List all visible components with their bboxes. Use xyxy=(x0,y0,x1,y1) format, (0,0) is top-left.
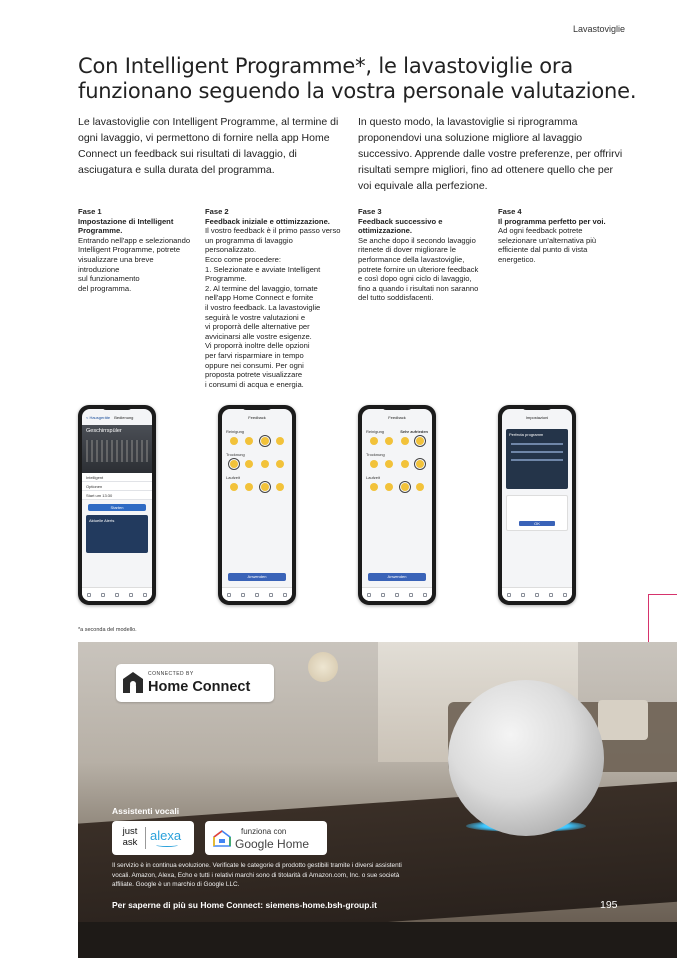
rating-label xyxy=(362,425,432,434)
accent-rule-horizontal xyxy=(648,594,677,595)
app-header xyxy=(82,409,152,425)
app-tab-bar xyxy=(82,587,152,601)
tab-icon xyxy=(101,593,105,597)
face-icon xyxy=(245,460,253,468)
app-header: Feedback xyxy=(248,415,266,420)
face-icon xyxy=(370,460,378,468)
face-icon xyxy=(370,483,378,491)
tab-icon xyxy=(87,593,91,597)
page-number: 195 xyxy=(600,899,618,911)
home-connect-wordmark: Home Connect xyxy=(148,679,251,695)
apply-button: Anwenden xyxy=(228,573,286,581)
hero-title: Geschirrspüler xyxy=(86,428,122,434)
phase-body: Il vostro feedback è il primo passo verso un programma di lavaggio personalizzato. Ecco come procedere: 1. Selezionate e avviate Intelligent Programme. 2. Al termine del lavaggio, tornate nell'app Home Connect e fornite il vostro feedback. La lavastoviglie seguirà le vostre valutazioni e vi proporrà delle alternative per avvicinarsi alle vostre esigenze. Vi proporrà inoltre delle opzioni per farvi risparmiare in tempo oppure nei consumi. Per ogni proposta potrete visualizzare i consumi di acqua e energia. xyxy=(205,226,341,389)
rating-label: Laufzeit xyxy=(226,475,241,480)
phone-notch xyxy=(102,405,132,410)
rating-row xyxy=(222,434,292,448)
phase-number: Fase 4 xyxy=(498,207,522,216)
trademark-disclaimer: Il servizio è in continua evoluzione. Verificate le categorie di prodotto gestibili tramite i diversi assistenti vocali. Amazon, Alexa, Echo e tutti i relativi marchi sono di titolarità di Amazon.com, Inc. o sue società affiliate. Google è un marchio di Google LLC. xyxy=(112,862,402,888)
rating-label: Trocknung xyxy=(366,452,385,457)
app-tab-bar xyxy=(362,587,432,601)
dialog-ok-button: OK xyxy=(519,521,555,526)
face-icon xyxy=(245,437,253,445)
tab-icon xyxy=(381,593,385,597)
rating-row xyxy=(222,480,292,494)
program-card xyxy=(506,429,568,489)
rating-label: Trocknung xyxy=(226,452,245,457)
phase-title: Feedback iniziale e ottimizzazione. xyxy=(205,216,330,226)
tab-icon xyxy=(283,593,287,597)
phone-notch xyxy=(522,405,552,410)
google-home-badge xyxy=(205,821,327,855)
face-icon xyxy=(276,437,284,445)
tab-icon xyxy=(241,593,245,597)
face-icon xyxy=(230,483,238,491)
rating-label-text: Reinigung xyxy=(366,429,385,434)
intro-left: Le lavastoviglie con Intelligent Programme, al termine di ogni lavaggio, vi permettono di fornire nella app Home Connect un feedback sui risultati di lavaggio, di asciugatura e sulla durata del programma. xyxy=(78,116,339,176)
app-header: Feedback xyxy=(388,415,406,420)
tab-icon xyxy=(143,593,147,597)
program-detail-line xyxy=(511,451,563,453)
start-button: Starten xyxy=(88,504,146,511)
face-icon xyxy=(401,437,409,445)
home-connect-icon xyxy=(122,671,144,695)
alexa-badge xyxy=(112,821,194,855)
back-link: < Hausgeräte xyxy=(86,415,111,420)
just-label: just xyxy=(122,826,138,837)
tab-icon xyxy=(395,593,399,597)
home-connect-badge xyxy=(116,664,274,702)
footnote: *a seconda del modello. xyxy=(78,627,137,633)
tab-icon xyxy=(521,593,525,597)
google-works-with-label: funziona con xyxy=(241,827,287,836)
tab-icon xyxy=(549,593,553,597)
home-connect-small-label: CONNECTED BY xyxy=(148,671,194,677)
tab-icon xyxy=(507,593,511,597)
phone-screenshot-phase-2 xyxy=(218,405,296,605)
phase-body: Entrando nell'app e selezionando Intelligent Programme, potrete visualizzare una breve introduzione sul funzionamento del programma. xyxy=(78,235,191,293)
intro-right: In questo modo, la lavastoviglie si riprogramma proponendovi una soluzione migliore al lavaggio successivo. Apprende dalle vostre preferenze, per offrirvi risultati sempre migliori, fino ad ottenere quello che per voi equivale alla perfezione. xyxy=(358,116,623,192)
tab-icon xyxy=(115,593,119,597)
program-detail-line xyxy=(511,443,563,445)
voice-assistants-title: Assistenti vocali xyxy=(112,806,180,816)
ask-label: ask xyxy=(122,837,138,848)
tab-icon xyxy=(535,593,539,597)
face-icon xyxy=(416,460,424,468)
program-detail-line xyxy=(511,459,563,461)
phone-screen xyxy=(82,409,152,601)
rating-label: Laufzeit xyxy=(366,475,381,480)
rating-row xyxy=(362,434,432,448)
app-tab-bar xyxy=(222,587,292,601)
app-tab-bar xyxy=(502,587,572,601)
settings-row: Start um 13:30 xyxy=(82,491,152,500)
phone-screen xyxy=(502,409,572,601)
phone-screenshot-phase-3 xyxy=(358,405,436,605)
badge-divider xyxy=(145,827,146,849)
photo-cushion xyxy=(598,700,648,740)
phone-notch xyxy=(242,405,272,410)
page-headline: Con Intelligent Programme*, le lavastoviglie ora funzionano seguendo la vostra personale valutazione. xyxy=(78,54,637,103)
alexa-smile-icon xyxy=(156,843,178,847)
rating-row xyxy=(362,457,432,471)
phase-2 xyxy=(205,207,345,389)
rating-label: Reinigung xyxy=(226,429,245,434)
just-ask-label xyxy=(118,826,142,848)
face-icon xyxy=(385,460,393,468)
face-icon xyxy=(416,483,424,491)
tab-icon xyxy=(367,593,371,597)
face-icon xyxy=(416,437,424,445)
rating-row xyxy=(362,480,432,494)
face-icon xyxy=(230,437,238,445)
phase-3 xyxy=(358,207,482,303)
section-label: Lavastoviglie xyxy=(572,24,625,34)
face-icon xyxy=(245,483,253,491)
tab-icon xyxy=(563,593,567,597)
dishwasher-hero xyxy=(82,425,152,473)
alexa-wordmark: alexa xyxy=(150,828,182,843)
phone-screen xyxy=(222,409,292,601)
tab-icon xyxy=(409,593,413,597)
phase-body: Ad ogni feedback potrete selezionare un'alternativa più efficiente dal punto di vista energetico. xyxy=(498,226,597,264)
phone-screenshot-phase-4 xyxy=(498,405,576,605)
face-icon xyxy=(370,437,378,445)
face-icon xyxy=(261,483,269,491)
phase-1 xyxy=(78,207,196,293)
confirmation-dialog xyxy=(506,495,568,531)
program-card-title: Perfecta programm xyxy=(509,432,544,437)
rating-row xyxy=(222,457,292,471)
settings-row: Intelligent xyxy=(82,473,152,482)
phase-number: Fase 3 xyxy=(358,207,382,216)
face-icon xyxy=(276,460,284,468)
phase-number: Fase 1 xyxy=(78,207,102,216)
tab-icon xyxy=(269,593,273,597)
rating-value-text: Sehr zufrieden xyxy=(400,429,428,434)
phase-title: Il programma perfetto per voi. xyxy=(498,216,606,226)
tab-icon xyxy=(423,593,427,597)
tab-icon xyxy=(255,593,259,597)
tab-icon xyxy=(227,593,231,597)
phase-number: Fase 2 xyxy=(205,207,229,216)
phone-notch xyxy=(382,405,412,410)
google-home-wordmark: Google Home xyxy=(235,837,310,851)
face-icon xyxy=(276,483,284,491)
tab-icon xyxy=(129,593,133,597)
settings-row: Optionen xyxy=(82,482,152,491)
photo-floor xyxy=(78,922,677,958)
face-icon xyxy=(385,437,393,445)
apply-button: Anwenden xyxy=(368,573,426,581)
photo-lamp xyxy=(308,652,338,682)
face-icon xyxy=(401,483,409,491)
phase-title: Impostazione di Intelligent Programme. xyxy=(78,216,174,236)
face-icon xyxy=(401,460,409,468)
face-icon xyxy=(230,460,238,468)
smart-speaker xyxy=(448,680,604,836)
phase-body: Se anche dopo il secondo lavaggio ritenete di dover migliorare le performance della lavastoviglie, potrete fornire un ulteriore feedback e così dopo ogni ciclo di lavaggio, fino a quando i risultati non saranno del tutto soddisfacenti. xyxy=(358,235,479,303)
phase-title: Feedback successivo e ottimizzazione. xyxy=(358,216,443,236)
app-header: Impostazioni xyxy=(525,415,549,420)
dishwasher-racks-image xyxy=(86,440,148,462)
face-icon xyxy=(385,483,393,491)
phase-4 xyxy=(498,207,622,265)
phone-screenshot-phase-1 xyxy=(78,405,156,605)
face-icon xyxy=(261,460,269,468)
app-header-title: Bedienung xyxy=(114,415,134,420)
alerts-card: Aktuelle Alerts xyxy=(86,515,148,553)
phone-screen xyxy=(362,409,432,601)
face-icon xyxy=(261,437,269,445)
google-home-icon xyxy=(213,830,231,847)
more-info-link: Per saperne di più su Home Connect: siemens-home.bsh-group.it xyxy=(112,900,377,910)
